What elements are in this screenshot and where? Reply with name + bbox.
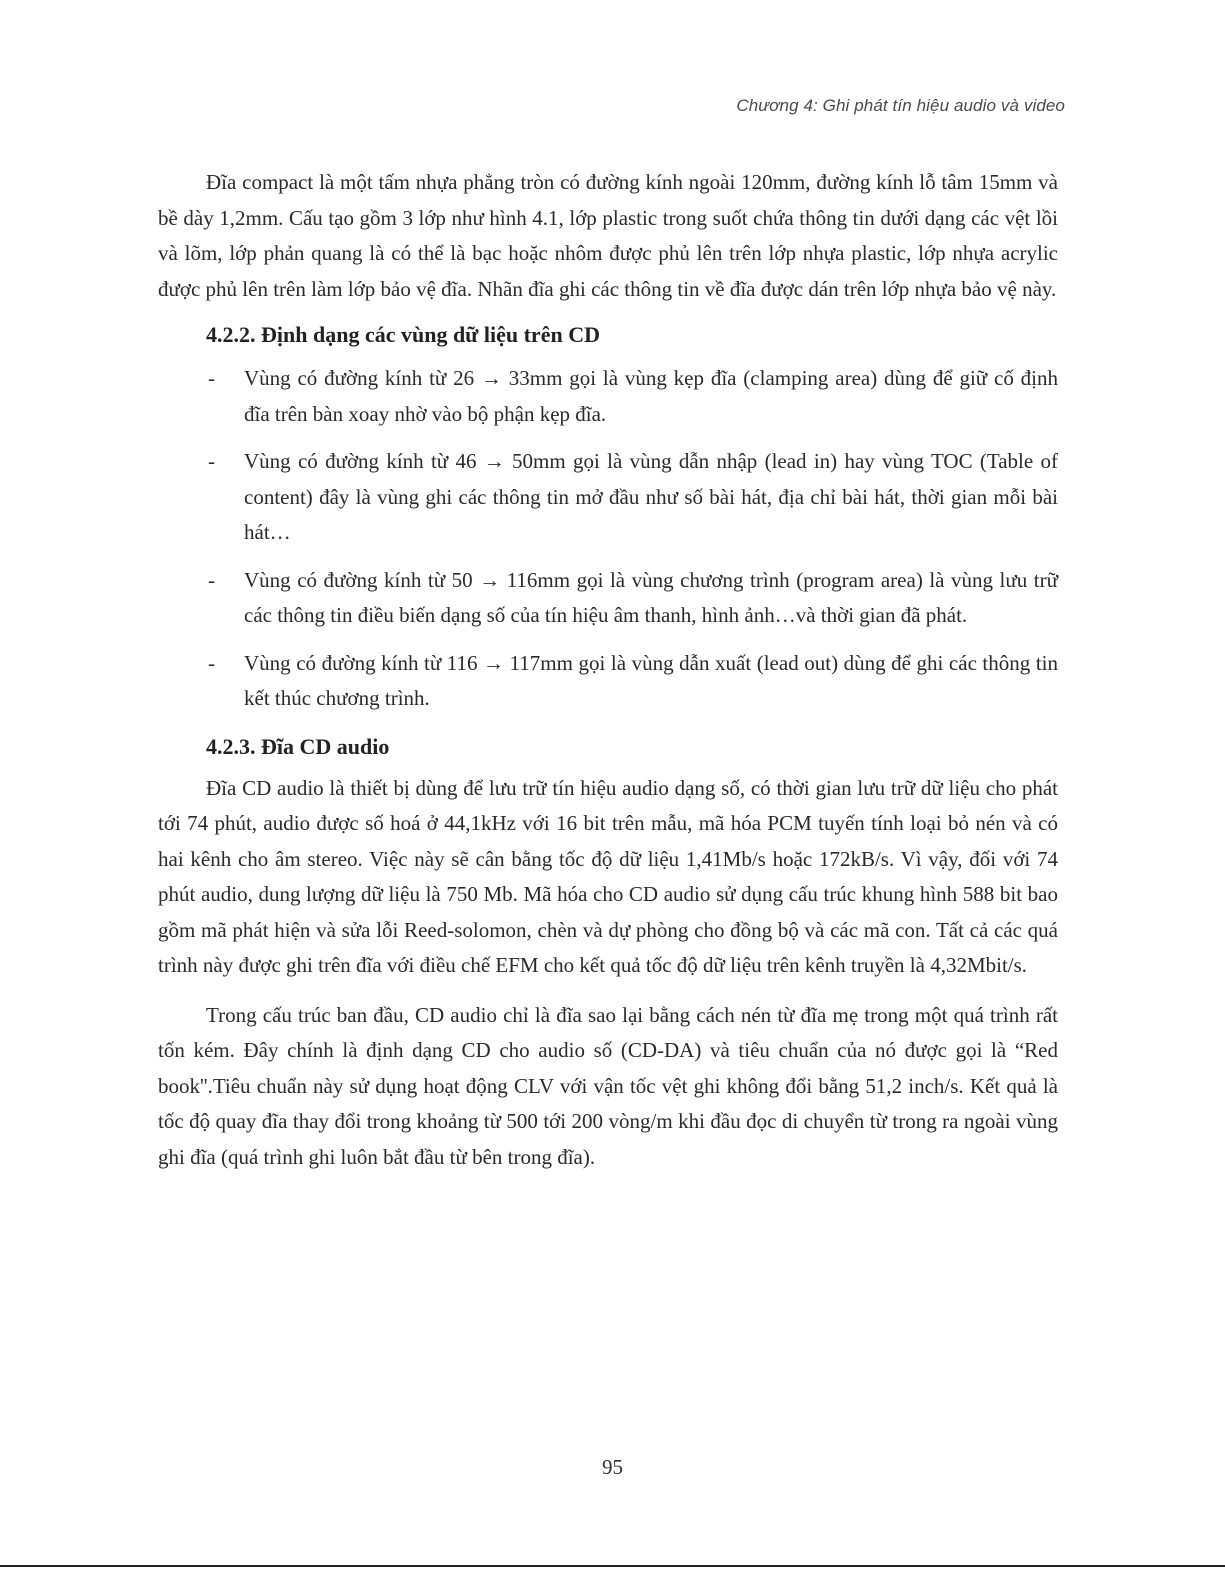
bullet-dash: - [208,567,215,592]
page-number: 95 [602,1455,623,1479]
list-item-text: Vùng có đường kính từ 50 → 116mm gọi là vùng chương trình (program area) là vùng lưu trữ các thông tin điều biến dạng số của tín hiệu âm thanh, hình ảnh…và thời gian đã phát. [244,567,1058,627]
section-heading-4-2-3: 4.2.3. Đĩa CD audio [206,733,390,759]
running-header: Chương 4: Ghi phát tín hiệu audio và video [736,96,1065,115]
red-book-paragraph: Trong cấu trúc ban đầu, CD audio chỉ là đĩa sao lại bằng cách nén từ đĩa mẹ trong một quá trình rất tốn kém. Đây chính là định dạng CD cho audio số (CD-DA) và tiêu chuẩn của nó được gọi là “Red book''.Tiêu chuẩn này sử dụng hoạt động CLV với vận tốc vệt ghi không đổi bằng 51,2 inch/s. Kết quả là tốc độ quay đĩa thay đổi trong khoảng từ 500 tới 200 vòng/m khi đầu đọc di chuyển từ trong ra ngoài vùng ghi đĩa (quá trình ghi luôn bắt đầu từ bên trong đĩa). [158,1002,1058,1169]
intro-paragraph: Đĩa compact là một tấm nhựa phẳng tròn có đường kính ngoài 120mm, đường kính lỗ tâm 15mm và bề dày 1,2mm. Cấu tạo gồm 3 lớp như hình 4.1, lớp plastic trong suốt chứa thông tin dưới dạng các vệt lồi và lõm, lớp phản quang là có thể là bạc hoặc nhôm được phủ lên trên lớp nhựa plastic, lớp nhựa acrylic được phủ lên trên làm lớp bảo vệ đĩa. Nhãn đĩa ghi các thông tin về đĩa được dán trên lớp nhựa bảo vệ này. [158,170,1058,301]
list-item [158,361,1058,432]
data-zones-list [158,361,1058,717]
bullet-dash: - [208,650,215,675]
scan-edge-rule [0,1565,1225,1567]
list-item [158,646,1058,717]
list-item [158,444,1058,551]
bullet-dash: - [208,449,215,473]
section-heading-4-2-2: 4.2.2. Định dạng các vùng dữ liệu trên CD [206,322,600,347]
list-item-text: Vùng có đường kính từ 116 → 117mm gọi là vùng dẫn xuất (lead out) dùng để ghi các thông tin kết thúc chương trình. [244,650,1058,710]
list-item [158,563,1058,634]
bullet-dash: - [208,366,215,390]
cd-audio-paragraph: Đĩa CD audio là thiết bị dùng để lưu trữ tín hiệu audio dạng số, có thời gian lưu trữ dữ liệu cho phát tới 74 phút, audio được số hoá ở 44,1kHz với 16 bit trên mẫu, mã hóa PCM tuyến tính loại bỏ nén và có hai kênh cho âm stereo. Việc này sẽ cân bằng tốc độ dữ liệu 1,41Mb/s hoặc 172kB/s. Vì vậy, đối với 74 phút audio, dung lượng dữ liệu là 750 Mb. Mã hóa cho CD audio sử dụng cấu trúc khung hình 588 bit bao gồm mã phát hiện và sửa lỗi Reed-solomon, chèn và dự phòng cho đồng bộ và các mã con. Tất cả các quá trình này được ghi trên đĩa với điều chế EFM cho kết quả tốc độ dữ liệu trên kênh truyền là 4,32Mbit/s. [158,775,1058,977]
page-content [158,165,1058,1175]
list-item-text: Vùng có đường kính từ 46 → 50mm gọi là vùng dẫn nhập (lead in) hay vùng TOC (Table of content) đây là vùng ghi các thông tin mở đầu như số bài hát, địa chỉ bài hát, thời gian mỗi bài hát… [244,449,1058,544]
list-item-text: Vùng có đường kính từ 26 → 33mm gọi là vùng kẹp đĩa (clamping area) dùng để giữ cố định đĩa trên bàn xoay nhờ vào bộ phận kẹp đĩa. [244,366,1058,426]
